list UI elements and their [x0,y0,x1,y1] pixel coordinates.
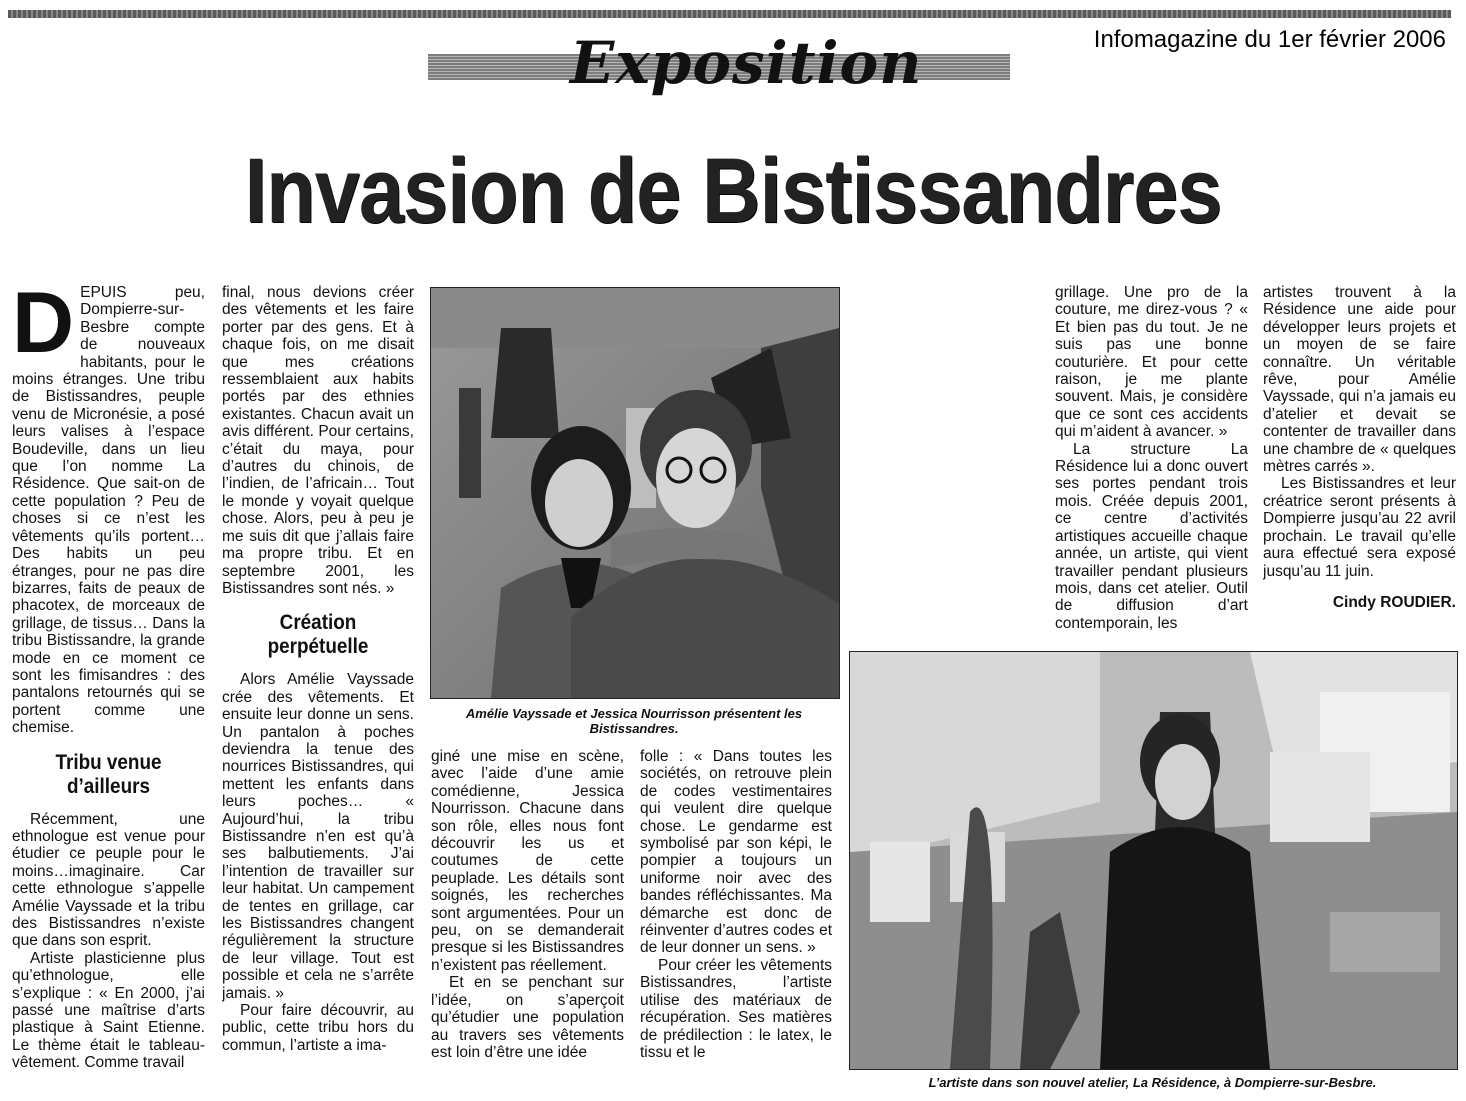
article-column-2 [222,284,414,1094]
article-paragraph: Les Bistissandres et leur créatrice seront présents à Dompierre jusqu’au 22 avril prochain. Le travail qu’elle aura effectué sera exposé jusqu’au 11 juin. [1263,475,1456,580]
top-rule [8,10,1451,18]
article-paragraph: Pour créer les vêtements Bistissandres, l’artiste utilise des matériaux de récupération. Ses matières de prédilection : le latex, le tissu et le [640,956,832,1061]
article-paragraph: giné une mise en scène, avec l’aide d’une amie comédienne, Jessica Nourrisson. Chacune dans son rôle, elles nous font découvrir les us et coutumes de cette peuplade. Les détails sont soignés, les recherches sont argumentées. Pour un peu, on se demanderait presque si les Bistissandres n’existent pas réellement. [431,748,624,974]
article-paragraph: Et en se penchant sur l’idée, on s’aperçoit qu’étudier une population au travers ses vêtements est loin d’être une idée [431,974,624,1061]
article-column-4 [640,748,832,1094]
article-paragraph: folle : « Dans toutes les sociétés, on retrouve plein de codes vestimentaires qui veulent dire quelque chose. Le gendarme est symbolisé par son képi, le pompier a toujours un uniforme noir avec des bandes réfléchissantes. Ma démarche est donc de réinventer d’autres codes et de leur donner un sens. » [640,748,832,957]
article-paragraph: Artiste plasticienne plus qu’ethnologue, elle s’explique : « En 2000, j’ai passé une maîtrise d’arts plastique à Saint Etienne. Le thème était le tableau-vêtement. Comme travail [12,949,205,1072]
article-paragraph: Pour faire découvrir, au public, cette tribu hors du commun, l’artiste a ima- [222,1002,414,1054]
article-paragraph: artistes trouvent à la Résidence une aide pour développer leurs projets et un moyen de se faire connaître. Un véritable rêve, pour Amélie Vayssade, qui n’a jamais eu d’atelier et devait se contenter de travailler dans une chambre de « quelques mètres carrés ». [1263,284,1456,476]
article-paragraph: La structure La Résidence lui a donc ouvert ses portes pendant trois mois. Créée depuis 2001, ce centre d’activités artistiques accueille chaque année, un artiste, qui vient travailler pendant plusieurs mois, dans cet atelier. Outil de diffusion d’art contemporain, les [1055,440,1248,632]
article-column-6 [1263,284,1456,644]
article-paragraph: Récemment, une ethnologue est venue pour étudier ce peuple pour le moins…imaginaire. Car cette ethnologue s’appelle Amélie Vayssade et la tribu des Bistissandres n’existe que dans son esprit. [12,810,205,950]
subheading-creation: Création perpétuelle [267,611,369,659]
article-column-3 [431,748,624,1094]
photo-caption: L’artiste dans son nouvel atelier, La Résidence, à Dompierre-sur-Besbre. [928,1075,1377,1090]
section-rubric: Exposition [570,29,923,97]
article-column-1 [12,284,205,1094]
article-paragraph: final, nous devions créer des vêtements et les faire porter par des gens. Et à chaque fois, on me disait que mes créations ressemblaient aux habits portés par des ethnies existantes. Chacun avait un avis différent. Pour certains, c’était du maya, pour d’autres du chinois, de l’indien, de l’africain… Tout le monde y voyait quelque chose. Alors, peu à peu je me suis dit que j’allais faire ma propre tribu. Et en septembre 2001, les Bistissandres sont nés. » [222,284,414,597]
photo-performers [430,287,840,699]
article-lead: EPUIS peu, Dompierre-sur-Besbre compte de nouveaux habitants, pour le moins étranges. Une tribu de Bistissandres, peuple venu de Micronésie, a posé leurs valises à l’espace Boudeville, dans un lieu que l’on nomme La Résidence. Que sait-on de cette population ? Peu de choses si ce n’est les vêtements qu’ils portent… Des habits un peu étranges, pour ne pas dire bizarres, faits de peaux de phacotex, de morceaux de grillage, de tissus… Dans la tribu Bistissandre, la grande mode en ce moment ce sont les fimisandres : des pantalons retournés qui se portent comme une chemise. [12,284,205,737]
masthead: Infomagazine du 1er février 2006 [1093,26,1446,53]
photo-caption: Amélie Vayssade et Jessica Nourrisson présentent les Bistissandres. [465,706,803,736]
subheading-tribu: Tribu venue d’ailleurs [55,750,162,798]
article-paragraph: Alors Amélie Vayssade crée des vêtements. Et ensuite leur donne un sens. Un pantalon à poches deviendra la tenue des nourrices Bistissandres, qui mettent les enfants dans leurs poches… « Aujourd’hui, la tribu Bistissandre n’en est qu’à ses balbutiements. J’ai l’intention de travailler sur leur habitat. Un campement de tentes en grillage, car les Bistissandres changent régulièrement la structure de leur village. Tout est possible et cela ne s’arrête jamais. » [222,671,414,1002]
article-paragraph: grillage. Une pro de la couture, me direz-vous ? « Et bien pas du tout. Je ne suis pas une bonne couturière. Et pour cette raison, je me plante souvent. Mais, je considère que ce sont ces accidents qui m’aident à avancer. » [1055,284,1248,441]
byline: Cindy ROUDIER. [1332,593,1456,611]
article-column-5 [1055,284,1248,644]
headline: Invasion de Bistissandres [244,140,1222,242]
drop-cap: D [12,284,75,371]
photo-artist-atelier [849,651,1458,1070]
